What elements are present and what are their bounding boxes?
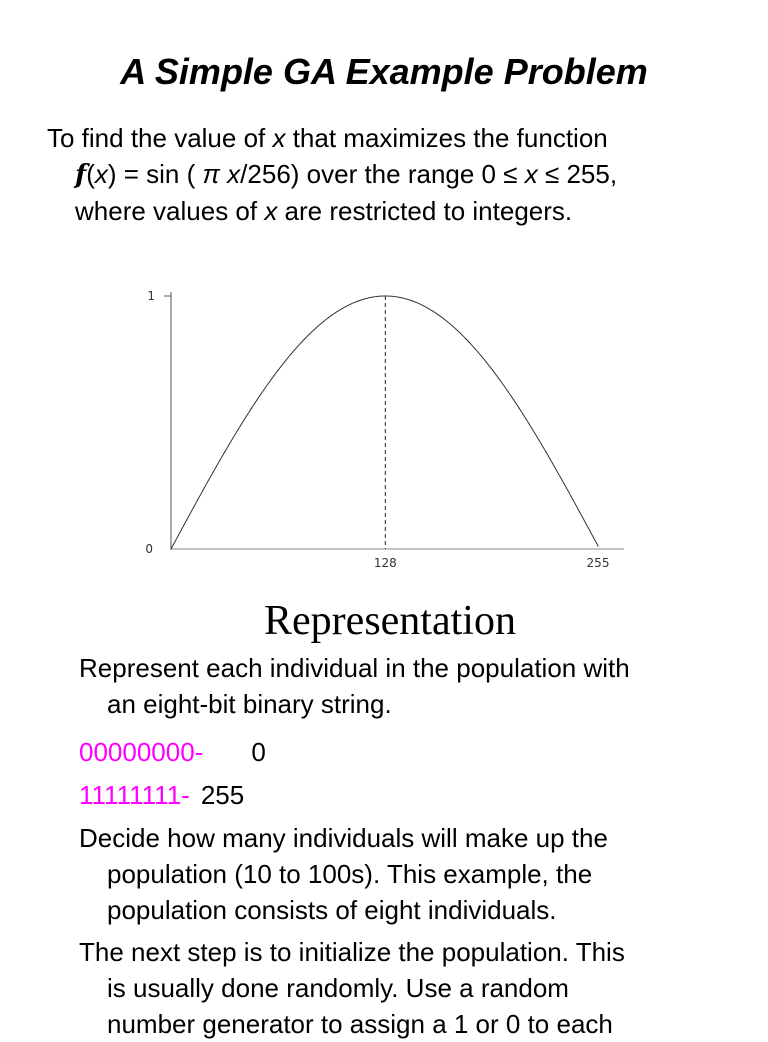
paragraph-line: population consists of eight individuals. xyxy=(107,895,557,925)
paragraph-line: number generator to assign a 1 or 0 to each xyxy=(107,1009,613,1039)
data-point xyxy=(197,499,198,500)
text-segment: ≤ 255, xyxy=(537,159,618,189)
problem-statement xyxy=(47,120,747,229)
data-point xyxy=(492,370,493,371)
paragraph-line: Decide how many individuals will make up the xyxy=(79,823,608,853)
text-segment: that maximizes the function xyxy=(285,123,608,153)
paragraph-line: The next step is to initialize the population. This xyxy=(79,937,625,967)
text-segment: /256) over the range 0 ≤ xyxy=(240,159,525,189)
data-point xyxy=(385,295,386,296)
problem-line-1 xyxy=(47,120,747,156)
variable-x: x xyxy=(94,159,108,189)
function-symbol: f xyxy=(75,160,87,190)
variable-x: x xyxy=(227,159,241,189)
binary-mapping-row xyxy=(79,734,266,770)
y-tick-label: 1 xyxy=(147,289,155,303)
x-tick-label: 128 xyxy=(373,556,397,570)
text-segment: where values of xyxy=(75,196,265,226)
variable-x: x xyxy=(264,196,278,226)
paragraph-line: population (10 to 100s). This example, the xyxy=(107,859,593,889)
decimal-value: 0 xyxy=(251,737,266,767)
binary-mapping-row xyxy=(79,777,244,813)
data-point xyxy=(170,548,171,549)
section-heading: Representation xyxy=(264,598,516,644)
data-point xyxy=(465,338,466,339)
paragraph-population-size xyxy=(79,820,759,928)
problem-line-2 xyxy=(47,156,747,193)
data-point xyxy=(572,499,573,500)
variable-x: x xyxy=(272,123,286,153)
text-segment: ( xyxy=(86,159,95,189)
paragraph-representation xyxy=(79,650,759,722)
text-segment: To find the value of xyxy=(47,123,273,153)
problem-line-3 xyxy=(47,193,747,229)
text-segment: are restricted to integers. xyxy=(277,196,573,226)
binary-string: 11111111- xyxy=(79,780,190,810)
data-point xyxy=(331,315,332,316)
text-segment: ) = sin ( xyxy=(107,159,196,189)
data-point xyxy=(358,300,359,301)
data-point xyxy=(438,315,439,316)
binary-string: 00000000- xyxy=(79,737,204,767)
data-point xyxy=(224,452,225,453)
data-point xyxy=(278,370,279,371)
data-point xyxy=(412,300,413,301)
data-point xyxy=(251,408,252,409)
y-tick-label: 0 xyxy=(145,542,153,556)
data-point xyxy=(545,452,546,453)
data-point xyxy=(597,545,598,546)
sine-curve xyxy=(171,296,598,549)
x-tick-label: 255 xyxy=(586,556,610,570)
decimal-value: 255 xyxy=(200,780,245,810)
data-point xyxy=(519,408,520,409)
sine-function-chart xyxy=(0,270,768,580)
data-point xyxy=(304,338,305,339)
variable-x: x xyxy=(524,159,538,189)
paragraph-initialization xyxy=(79,934,759,1042)
pi-symbol: π xyxy=(202,159,220,189)
paragraph-line: is usually done randomly. Use a random xyxy=(107,973,569,1003)
paragraph-line: Represent each individual in the population with xyxy=(79,653,630,683)
paragraph-line: an eight-bit binary string. xyxy=(107,689,392,719)
slide-title: A Simple GA Example Problem xyxy=(120,51,648,92)
